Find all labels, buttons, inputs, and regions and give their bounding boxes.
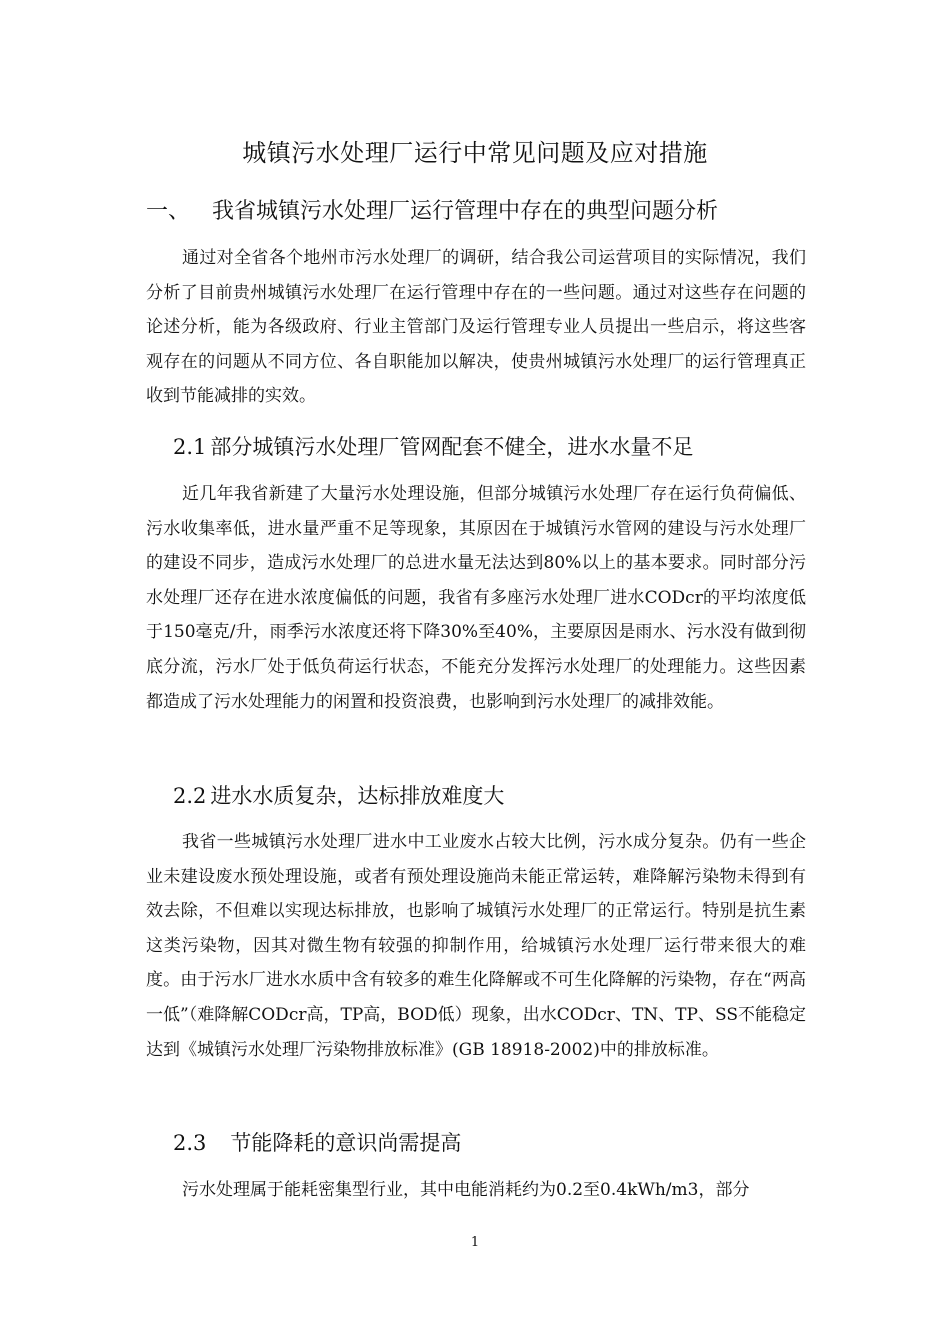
page-title: 城镇污水处理厂运行中常见问题及应对措施 [242, 139, 708, 167]
section-2-2-number: 2.2 [173, 784, 207, 808]
section-1-paragraph: 通过对全省各个地州市污水处理厂的调研，结合我公司运营项目的实际情况，我们分析了目前贵州城镇污水处理厂在运行管理中存在的一些问题。通过对这些存在问题的论述分析，能为各级政府、行业主管部门及运行管理专业人员提出一些启示，将这些客观存在的问题从不同方位、各自职能加以解决，使贵州城镇污水处理厂的运行管理真正收到节能减排的实效。 [146, 248, 806, 407]
section-2-1-heading [173, 432, 693, 462]
section-1-number: 一、 [146, 199, 191, 224]
section-2-3-number: 2.3 [173, 1131, 207, 1155]
section-2-1-paragraph: 近几年我省新建了大量污水处理设施，但部分城镇污水处理厂存在运行负荷偏低、污水收集率低，进水量严重不足等现象，其原因在于城镇污水管网的建设与污水处理厂的建设不同步，造成污水处理厂的总进水量无法达到80%以上的基本要求。同时部分污水处理厂还存在进水浓度偏低的问题，我省有多座污水处理厂进水CODcr的平均浓度低于150毫克/升，雨季污水浓度还将下降30%至40%，主要原因是雨水、污水没有做到彻底分流，污水厂处于低负荷运行状态，不能充分发挥污水处理厂的处理能力。这些因素都造成了污水处理能力的闲置和投资浪费，也影响到污水处理厂的减排效能。 [146, 484, 806, 712]
section-2-1-number: 2.1 [173, 435, 207, 459]
section-1-heading [146, 196, 718, 228]
section-2-2-paragraph: 我省一些城镇污水处理厂进水中工业废水占较大比例，污水成分复杂。仍有一些企业未建设废水预处理设施，或者有预处理设施尚未能正常运转，难降解污染物未得到有效去除，不但难以实现达标排放，也影响了城镇污水处理厂的正常运行。特别是抗生素这类污染物，因其对微生物有较强的抑制作用，给城镇污水处理厂运行带来很大的难度。由于污水厂进水水质中含有较多的难生化降解或不可生化降解的污染物，存在“两高一低”（难降解CODcr高，TP高，BOD低）现象，出水CODcr、TN、TP、SS不能稳定达到《城镇污水处理厂污染物排放标准》(GB 18918-2002)中的排放标准。 [146, 832, 806, 1060]
section-2-2-heading [173, 781, 504, 811]
section-2-2-heading-text: 进水水质复杂，达标排放难度大 [210, 784, 505, 808]
section-2-3-paragraph: 污水处理属于能耗密集型行业，其中电能消耗约为0.2至0.4kWh/m3，部分 [182, 1180, 750, 1200]
page-number: 1 [470, 1235, 480, 1250]
section-1-heading-text: 我省城镇污水处理厂运行管理中存在的典型问题分析 [212, 199, 719, 224]
section-2-3-heading-text: 节能降耗的意识尚需提高 [230, 1131, 462, 1155]
section-2-1-heading-text: 部分城镇污水处理厂管网配套不健全，进水水量不足 [210, 435, 694, 459]
section-2-3-heading [173, 1128, 461, 1158]
